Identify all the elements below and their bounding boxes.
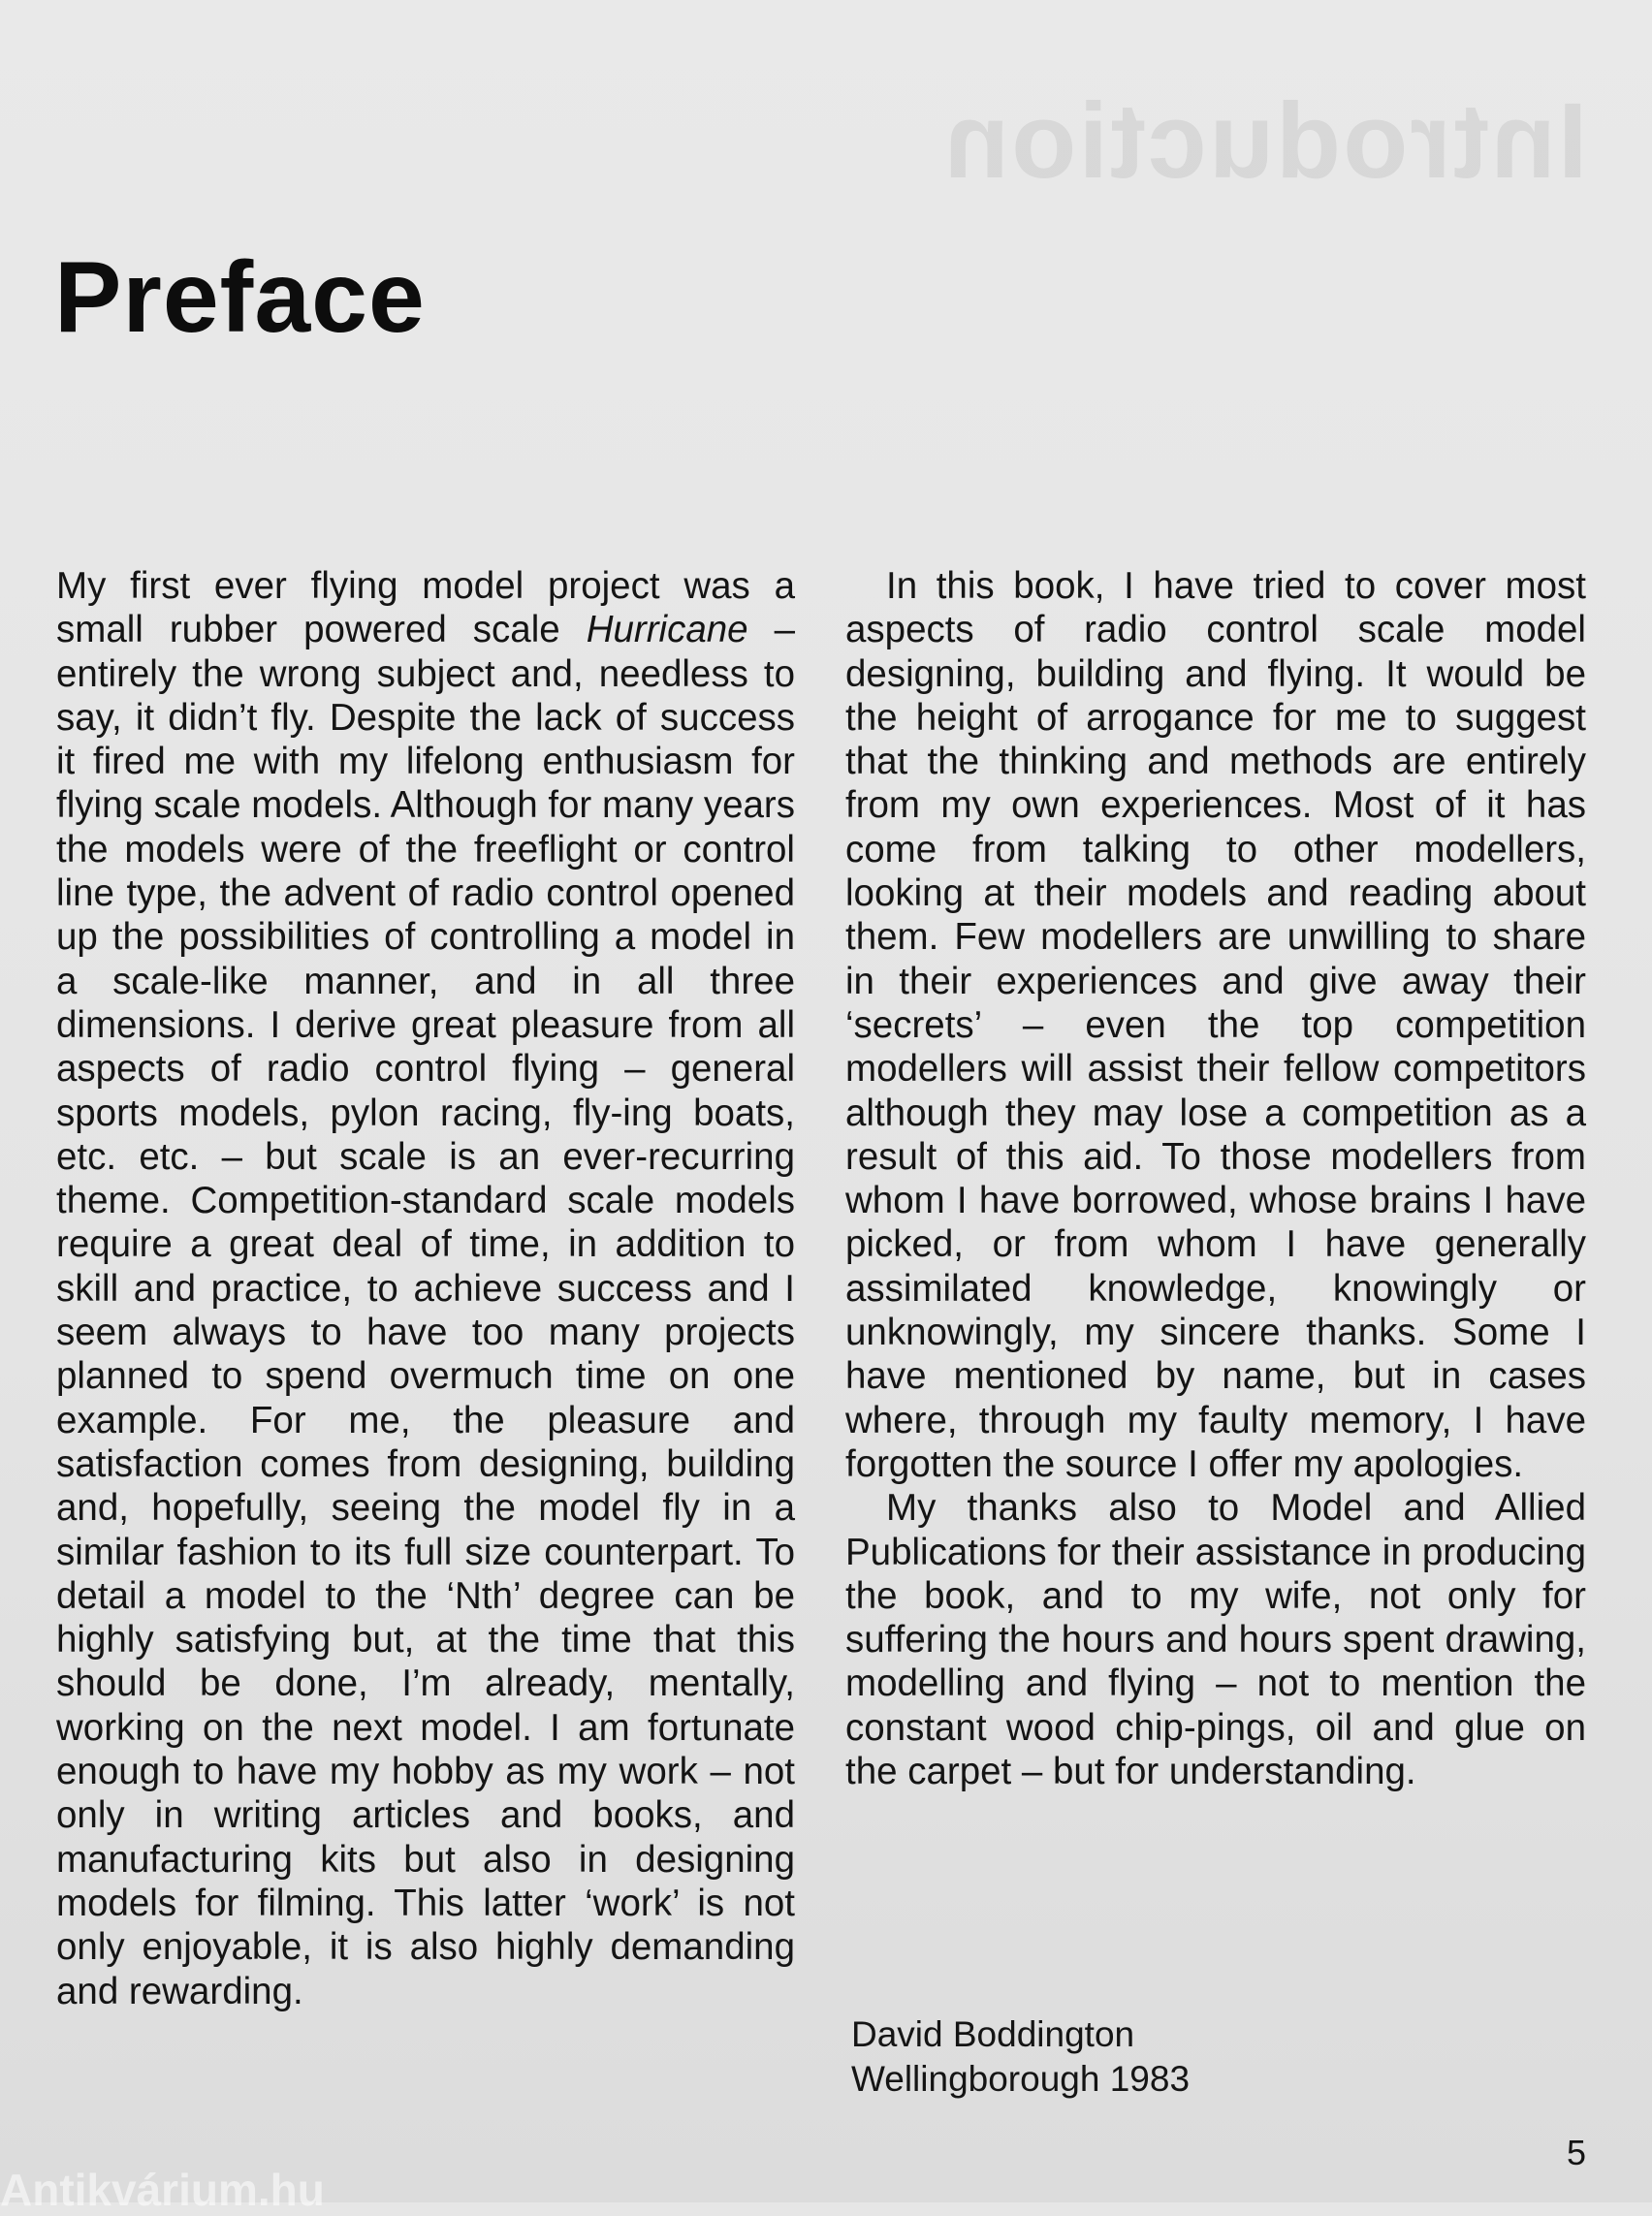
left-text-column [56, 564, 795, 2013]
preface-paragraph-2: In this book, I have tried to cover most aspects of radio control scale model designing, building and flying. It would be the height of arrogance for me to suggest that the thinking and methods are entirely from my own experiences. Most of it has come from talking to other modellers, looking at their models and reading about them. Few modellers are unwilling to share in their experiences and give away their ‘secrets’ – even the top competition modellers will assist their fellow competitors although they may lose a competition as a result of this aid. To those modellers from whom I have borrowed, whose brains I have picked, or from whom I have generally assimilated knowledge, knowingly or unknowingly, my sincere thanks. Some I have mentioned by name, but in cases where, through my faulty memory, I have forgotten the source I offer my apologies. [845, 565, 1586, 1485]
paragraph-text-start: My first ever flying model project was a small rubber powered scale [56, 565, 795, 651]
page-title: Preface [54, 241, 426, 354]
paragraph-text-rest: – entirely the wrong subject and, needless to say, it didn’t fly. Despite the lack of success it fired me with my lifelong enthusiasm for flying scale models. Although for many years the models were of the freeflight or control line type, the advent of radio control opened up the possibilities of controlling a model in a scale-like manner, and in all three dimensions. I derive great pleasure from all aspects of radio control flying – general sports models, pylon racing, fly-ing boats, etc. etc. – but scale is an ever-recurring theme. Competition-standard scale models require a great deal of time, in addition to skill and practice, to achieve success and I seem always to have too many projects planned to spend overmuch time on one example. For me, the pleasure and satisfaction comes from designing, building and, hopefully, seeing the model fly in a similar fashion to its full size counterpart. To detail a model to the ‘Nth’ degree can be highly satisfying but, at the time that this should be done, I’m already, mentally, working on the next model. I am fortunate enough to have my hobby as my work – not only in writing articles and books, and manufacturing kits but also in designing models for filming. This latter ‘work’ is not only enjoyable, it is also highly demanding and rewarding. [56, 609, 796, 2012]
preface-paragraph-3: My thanks also to Model and Allied Publications for their assistance in producing the book, and to my wife, not only for suffering the hours and hours spent drawing, modelling and flying – not to mention the constant wood chip-pings, oil and glue on the carpet – but for understanding. [845, 1487, 1586, 1793]
preface-paragraph-1 [56, 564, 795, 2013]
right-text-column [845, 564, 1586, 1793]
show-through-heading: Introduction [942, 81, 1588, 201]
site-watermark: Antikvárium.hu [0, 2165, 325, 2215]
author-name: David Boddington [851, 2014, 1135, 2054]
page-number: 5 [1566, 2133, 1586, 2172]
italic-aircraft-name: Hurricane [586, 609, 748, 651]
author-signature [851, 2012, 1190, 2102]
author-place-year: Wellingborough 1983 [851, 2059, 1191, 2099]
